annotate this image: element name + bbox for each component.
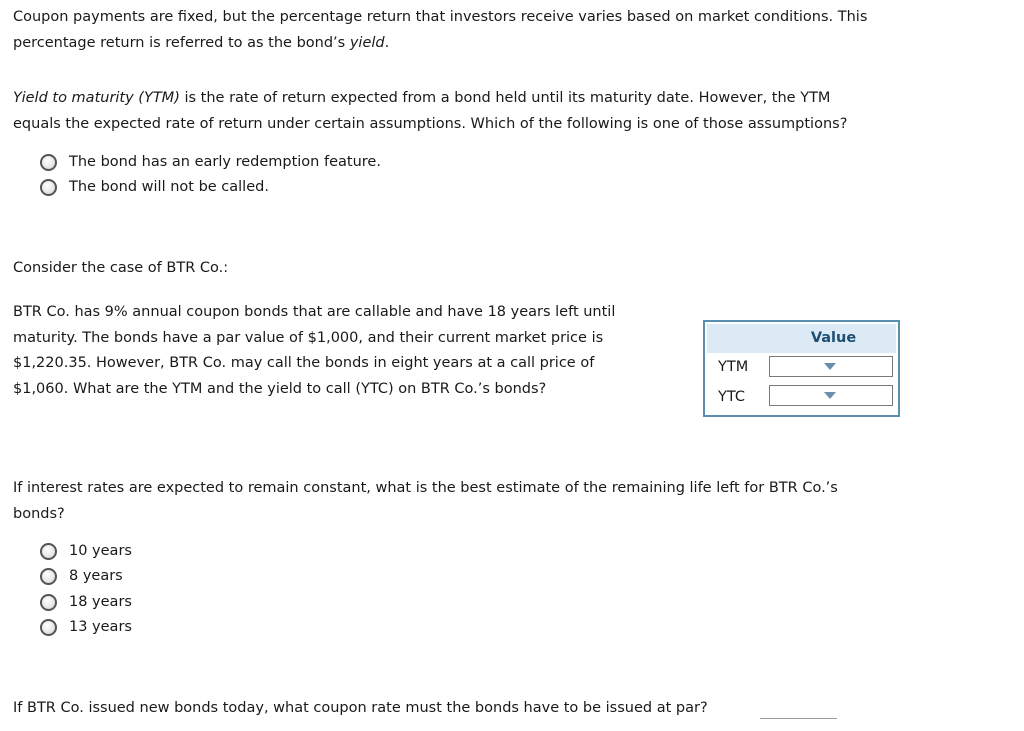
radio-button[interactable] <box>40 568 57 585</box>
life-option-4[interactable] <box>40 616 132 638</box>
radio-button[interactable] <box>40 179 57 196</box>
radio-button[interactable] <box>40 543 57 560</box>
coupon-question: If BTR Co. issued new bonds today, what coupon rate must the bonds have to be issued at par? <box>13 700 708 716</box>
chevron-down-icon[interactable] <box>824 363 836 370</box>
case-heading: Consider the case of BTR Co.: <box>13 260 229 276</box>
ytc-row-label: YTC <box>718 389 745 405</box>
ytm-value-select[interactable] <box>769 356 893 377</box>
value-column-header: Value <box>810 330 857 346</box>
radio-button[interactable] <box>40 154 57 171</box>
life-option-label: 8 years <box>69 568 123 584</box>
life-option-label: 10 years <box>69 543 132 559</box>
intro-yield-term: yield <box>349 34 385 51</box>
life-question-line-1: If interest rates are expected to remain constant, what is the best estimate of the remaining life left for BTR Co.’s <box>13 480 838 496</box>
ytm-question <box>13 86 847 137</box>
intro-paragraph <box>13 5 867 56</box>
ytm-option-1[interactable] <box>40 151 381 173</box>
life-option-3[interactable] <box>40 591 132 613</box>
ytm-question-line-2: equals the expected rate of return under certain assumptions. Which of the following is one of those assumptions? <box>13 115 848 132</box>
life-option-1[interactable] <box>40 540 132 562</box>
ytm-option-2[interactable] <box>40 176 269 198</box>
ytm-option-label: The bond will not be called. <box>69 179 269 195</box>
intro-line-1: Coupon payments are fixed, but the percentage return that investors receive varies based on market conditions. This <box>13 9 868 25</box>
ytm-term: Yield to maturity (YTM) <box>13 90 180 106</box>
case-line-1: BTR Co. has 9% annual coupon bonds that are callable and have 18 years left until <box>13 304 616 320</box>
coupon-rate-input[interactable] <box>760 718 837 719</box>
chevron-down-icon[interactable] <box>824 392 836 399</box>
life-option-label: 13 years <box>69 619 132 635</box>
ytm-question-line-1: is the rate of return expected from a bond held until its maturity date. However, the YTM <box>179 90 831 106</box>
case-line-2: maturity. The bonds have a par value of $1,000, and their current market price is <box>13 329 604 346</box>
value-table-header <box>707 324 896 353</box>
ytm-row-label: YTM <box>718 359 749 375</box>
case-line-3: $1,220.35. However, BTR Co. may call the bonds in eight years at a call price of <box>13 355 595 371</box>
life-question <box>13 476 838 527</box>
life-option-2[interactable] <box>40 565 123 587</box>
intro-line-2-suffix: . <box>384 34 390 51</box>
intro-line-2-prefix: percentage return is referred to as the bond’s <box>13 34 350 51</box>
radio-button[interactable] <box>40 619 57 636</box>
ytc-value-select[interactable] <box>769 385 893 406</box>
life-question-line-2: bonds? <box>13 505 65 522</box>
life-option-label: 18 years <box>69 594 132 610</box>
case-line-4: $1,060. What are the YTM and the yield to call (YTC) on BTR Co.’s bonds? <box>13 380 547 397</box>
ytm-option-label: The bond has an early redemption feature. <box>69 154 381 170</box>
value-table <box>703 320 900 417</box>
radio-button[interactable] <box>40 594 57 611</box>
case-paragraph <box>13 300 615 402</box>
